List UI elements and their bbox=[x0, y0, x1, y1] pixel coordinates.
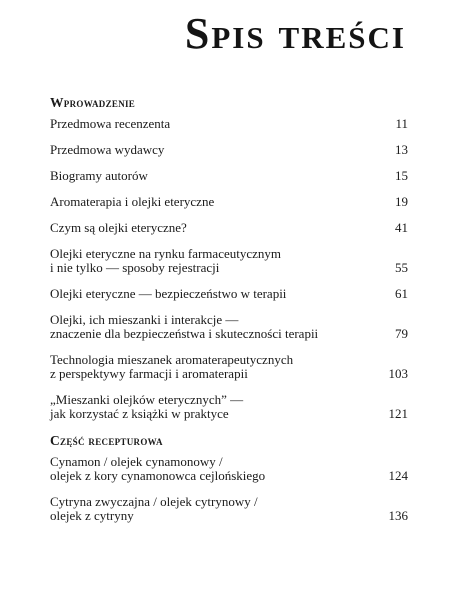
toc-entry-line: Biogramy autorów bbox=[50, 168, 148, 183]
toc-entry[interactable] bbox=[50, 313, 408, 341]
toc-entry[interactable] bbox=[50, 455, 408, 483]
toc-entry[interactable] bbox=[50, 169, 408, 183]
toc-entry-line: Aromaterapia i olejki eteryczne bbox=[50, 194, 215, 209]
toc-entry-line: Olejki eteryczne na rynku farmaceutycznym bbox=[50, 246, 281, 261]
toc-entry-line: Cynamon / olejek cynamonowy / bbox=[50, 454, 223, 469]
toc-entry-title bbox=[50, 247, 380, 275]
toc-entry[interactable] bbox=[50, 287, 408, 301]
toc-entry-line: „Mieszanki olejków eterycznych” — bbox=[50, 392, 244, 407]
toc-entry-title bbox=[50, 221, 380, 235]
toc-entry-page: 41 bbox=[395, 220, 408, 235]
toc-entry-page: 136 bbox=[388, 508, 408, 523]
toc-entry-line: olejek z kory cynamonowca cejlońskiego bbox=[50, 468, 266, 483]
toc-entry-title bbox=[50, 287, 380, 301]
toc-entry-page: 61 bbox=[395, 286, 408, 301]
toc-entry-line: Technologia mieszanek aromaterapeutycznych bbox=[50, 352, 294, 367]
toc-entry-line: olejek z cytryny bbox=[50, 508, 134, 523]
toc-entry-line: i nie tylko — sposoby rejestracji bbox=[50, 260, 220, 275]
section-heading-introduction: Wprowadzenie bbox=[50, 95, 136, 110]
toc-entry[interactable] bbox=[50, 221, 408, 235]
toc-entry-title bbox=[50, 143, 380, 157]
toc-entry-line: Przedmowa recenzenta bbox=[50, 116, 171, 131]
toc-entry-page: 121 bbox=[388, 406, 408, 421]
toc-entry[interactable] bbox=[50, 143, 408, 157]
toc-entry-title bbox=[50, 195, 380, 209]
section-heading-recipes: Część recepturowa bbox=[50, 433, 163, 448]
toc-entry-title bbox=[50, 313, 380, 341]
toc-entry-page: 11 bbox=[395, 116, 408, 131]
toc-entry-line: Cytryna zwyczajna / olejek cytrynowy / bbox=[50, 494, 258, 509]
toc-entry-title bbox=[50, 393, 380, 421]
toc-entry-title bbox=[50, 353, 380, 381]
page-title: Spis treści bbox=[184, 9, 406, 58]
table-of-contents bbox=[50, 95, 408, 535]
toc-entry-line: jak korzystać z książki w praktyce bbox=[50, 406, 229, 421]
toc-entry[interactable] bbox=[50, 247, 408, 275]
toc-entry-line: Olejki, ich mieszanki i interakcje — bbox=[50, 312, 239, 327]
toc-entry-line: Olejki eteryczne — bezpieczeństwo w terapii bbox=[50, 286, 287, 301]
toc-entry-line: Czym są olejki eteryczne? bbox=[50, 220, 187, 235]
toc-entry-page: 103 bbox=[388, 366, 408, 381]
toc-entry-title bbox=[50, 495, 380, 523]
toc-entry[interactable] bbox=[50, 495, 408, 523]
toc-entry-page: 124 bbox=[388, 468, 408, 483]
toc-entry-title bbox=[50, 117, 380, 131]
toc-entry-line: z perspektywy farmacji i aromaterapii bbox=[50, 366, 248, 381]
toc-entry[interactable] bbox=[50, 117, 408, 131]
toc-entry-line: znaczenie dla bezpieczeństwa i skuteczności terapii bbox=[50, 326, 319, 341]
toc-entry-page: 13 bbox=[395, 142, 408, 157]
toc-entry[interactable] bbox=[50, 353, 408, 381]
toc-entry-title bbox=[50, 455, 380, 483]
toc-entry[interactable] bbox=[50, 393, 408, 421]
toc-entry[interactable] bbox=[50, 195, 408, 209]
toc-entry-page: 55 bbox=[395, 260, 408, 275]
toc-entry-line: Przedmowa wydawcy bbox=[50, 142, 165, 157]
toc-entry-page: 19 bbox=[395, 194, 408, 209]
toc-entry-page: 15 bbox=[395, 168, 408, 183]
toc-entry-title bbox=[50, 169, 380, 183]
toc-entry-page: 79 bbox=[395, 326, 408, 341]
